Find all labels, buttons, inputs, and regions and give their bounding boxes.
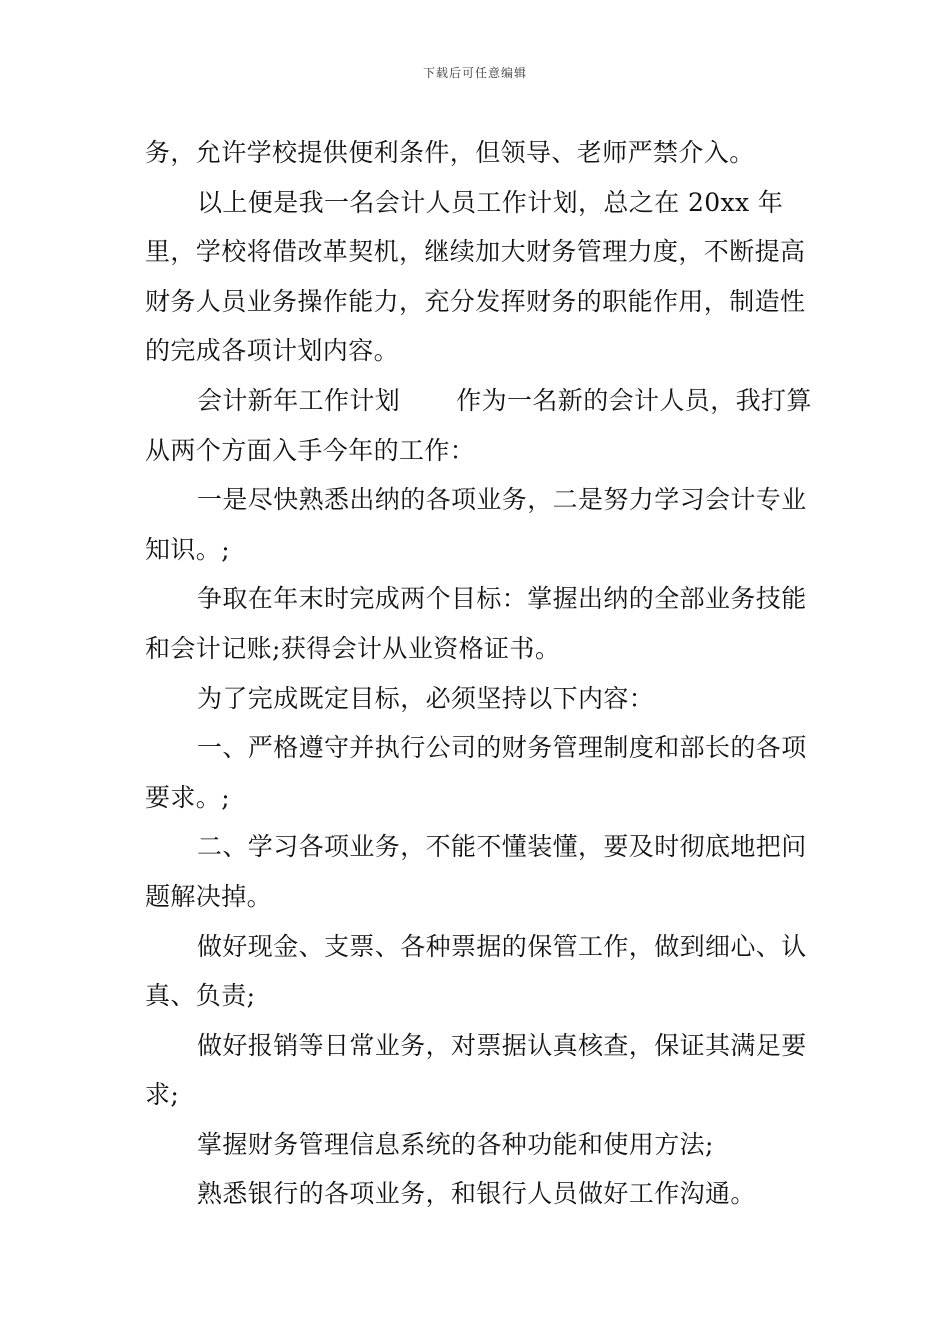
plan-intro-text: 作为一名新的会计人员，我打算从两个方面入手今年的工作： <box>145 385 812 465</box>
page-header: 下载后可任意编辑 <box>422 66 527 80</box>
paragraph-item-2: 二、学习各项业务，不能不懂装懂，要及时彻底地把问题解决掉。 <box>145 832 807 911</box>
paragraph-reimbursement: 做好报销等日常业务，对票据认真核查，保证其满足要求; <box>145 1030 807 1110</box>
paragraph-two-aspects: 一是尽快熟悉出纳的各项业务，二是努力学习会计专业知识。; <box>145 485 807 564</box>
paragraph-goals: 争取在年末时完成两个目标：掌握出纳的全部业务技能和会计记账;获得会计从业资格证书。 <box>145 584 807 663</box>
paragraph-system-usage: 掌握财务管理信息系统的各种功能和使用方法; <box>197 1129 714 1159</box>
paragraph-requirements-intro: 为了完成既定目标，必须坚持以下内容： <box>197 683 655 713</box>
paragraph-summary: 以上便是我一名会计人员工作计划，总之在 20xx 年里，学校将借改革契机，继续加大财务管理力度，不断提高财务人员业务操作能力，充分发挥财务的职能作用，制造性的完成各项计划内容。 <box>145 187 806 366</box>
paragraph-item-1: 一、严格遵守并执行公司的财务管理制度和部长的各项要求。; <box>145 733 807 812</box>
paragraph-bank-business: 熟悉银行的各项业务，和银行人员做好工作沟通。 <box>197 1179 756 1209</box>
document-body <box>145 128 825 1219</box>
paragraph-continuation: 务，允许学校提供便利条件，但领导、老师严禁介入。 <box>145 138 755 167</box>
paragraph-plan-intro <box>145 376 825 475</box>
paragraph-cash-custody: 做好现金、支票、各种票据的保管工作，做到细心、认真、负责; <box>145 931 807 1011</box>
plan-title: 会计新年工作计划 <box>197 385 401 415</box>
